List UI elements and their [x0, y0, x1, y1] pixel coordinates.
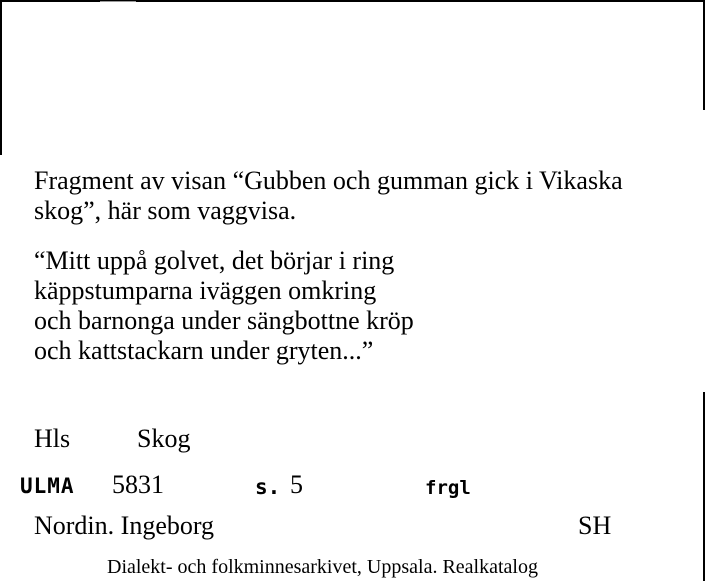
- verse-line: käppstumparna iväggen omkring: [34, 276, 377, 305]
- description-text: [34, 166, 623, 226]
- verse-line: “Mitt uppå golvet, det börjar i ring: [34, 246, 395, 275]
- archive-label: ULMA: [20, 474, 75, 498]
- record-number: 5831: [112, 470, 164, 499]
- verse-text: [34, 246, 414, 366]
- description-line: Fragment av visan “Gubben och gumman gick i Vikaska: [34, 166, 623, 195]
- archive-footer: Dialekt- och folkminnesarkivet, Uppsala. Realkatalog: [107, 556, 538, 578]
- card-left-border: [0, 0, 2, 155]
- category-code: frgl: [425, 477, 471, 499]
- description-line: skog”, här som vaggvisa.: [34, 196, 297, 225]
- collector-initials: SH: [578, 511, 612, 540]
- verse-line: och barnonga under sängbottne kröp: [34, 306, 414, 335]
- card-top-mark: [100, 1, 136, 2]
- informant-name: Nordin. Ingeborg: [34, 511, 215, 540]
- place-label: Skog: [137, 424, 191, 453]
- verse-line: och kattstackarn under gryten...”: [34, 336, 374, 365]
- page-number: 5: [290, 470, 303, 499]
- region-label: Hls: [34, 424, 71, 453]
- page-label: s.: [255, 475, 281, 499]
